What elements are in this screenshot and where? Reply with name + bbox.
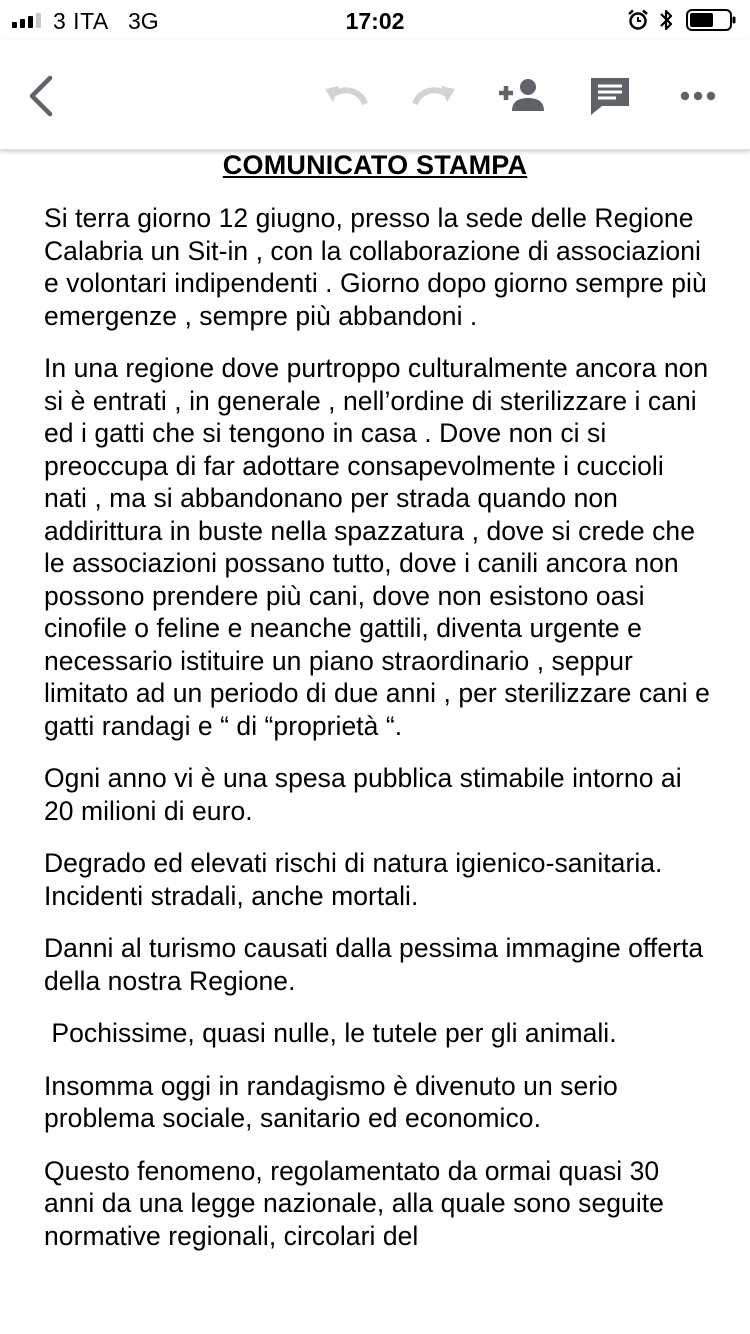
battery-icon [686, 9, 736, 31]
share-add-person-button[interactable] [494, 70, 550, 120]
chevron-left-icon [26, 74, 56, 118]
paragraph: Degrado ed elevati rischi di natura igienico-sanitaria. Incidenti stradali, anche mortali. [44, 848, 663, 911]
undo-button[interactable] [320, 72, 372, 118]
back-button[interactable] [18, 70, 64, 122]
paragraph: Danni al turismo causati dalla pessima immagine offerta della nostra Regione. [44, 933, 704, 996]
redo-button[interactable] [408, 72, 460, 118]
paragraph: Insomma oggi in randagismo è divenuto un serio problema sociale, sanitario ed economico. [44, 1070, 618, 1133]
editor-toolbar [0, 40, 750, 150]
status-bar [0, 0, 750, 40]
paragraph-list [0, 180, 750, 1252]
redo-icon [411, 80, 457, 110]
bluetooth-icon [658, 7, 674, 33]
document-body[interactable] [0, 150, 750, 1334]
paragraph: Ogni anno vi è una spesa pubblica stimabile intorno ai 20 milioni di euro. [44, 763, 682, 826]
network-type: 3G [128, 8, 159, 34]
paragraph: In una regione dove purtroppo culturalmente ancora non si è entrati , in generale , nell’ordine di sterilizzare i cani ed i gatti che si tengono in casa . Dove non ci si preoccupa di far adottare consapevolmente i cuccioli nati , ma si abbandonano per strada quando non addirittura in buste nella spazzatura , dove si crede che le associazioni possano tutto, dove i canili ancora non possono prendere più cani, dove non esistono oasi cinofile o feline e neanche gattili, diventa urgente e necessario istituire un piano straordinario , seppur limitato ad un periodo di due anni , per sterilizzare cani e gatti randagi e “ di “proprietà “. [44, 353, 710, 741]
more-options-button[interactable] [674, 76, 722, 116]
document-title: COMUNICATO STAMPA [222, 150, 528, 180]
undo-icon [323, 80, 369, 110]
comments-button[interactable] [584, 70, 636, 122]
clock: 17:02 [345, 8, 405, 34]
comment-icon [588, 75, 632, 117]
carrier-name: 3 ITA [53, 8, 109, 34]
alarm-icon [627, 9, 649, 31]
add-person-icon [497, 75, 547, 115]
paragraph: Si terra giorno 12 giugno, presso la sede delle Regione Calabria un Sit-in , con la collaborazione di associazioni e volontari indipendenti . Giorno dopo giorno sempre più emergenze , sempre più abbandoni . [44, 203, 707, 331]
more-horiz-icon [680, 91, 716, 101]
paragraph: Questo fenomeno, regolamentato da ormai quasi 30 anni da una legge nazionale, alla quale sono seguite normative regionali, circolari del [44, 1155, 664, 1251]
paragraph: Pochissime, quasi nulle, le tutele per gli animali. [44, 1018, 617, 1048]
